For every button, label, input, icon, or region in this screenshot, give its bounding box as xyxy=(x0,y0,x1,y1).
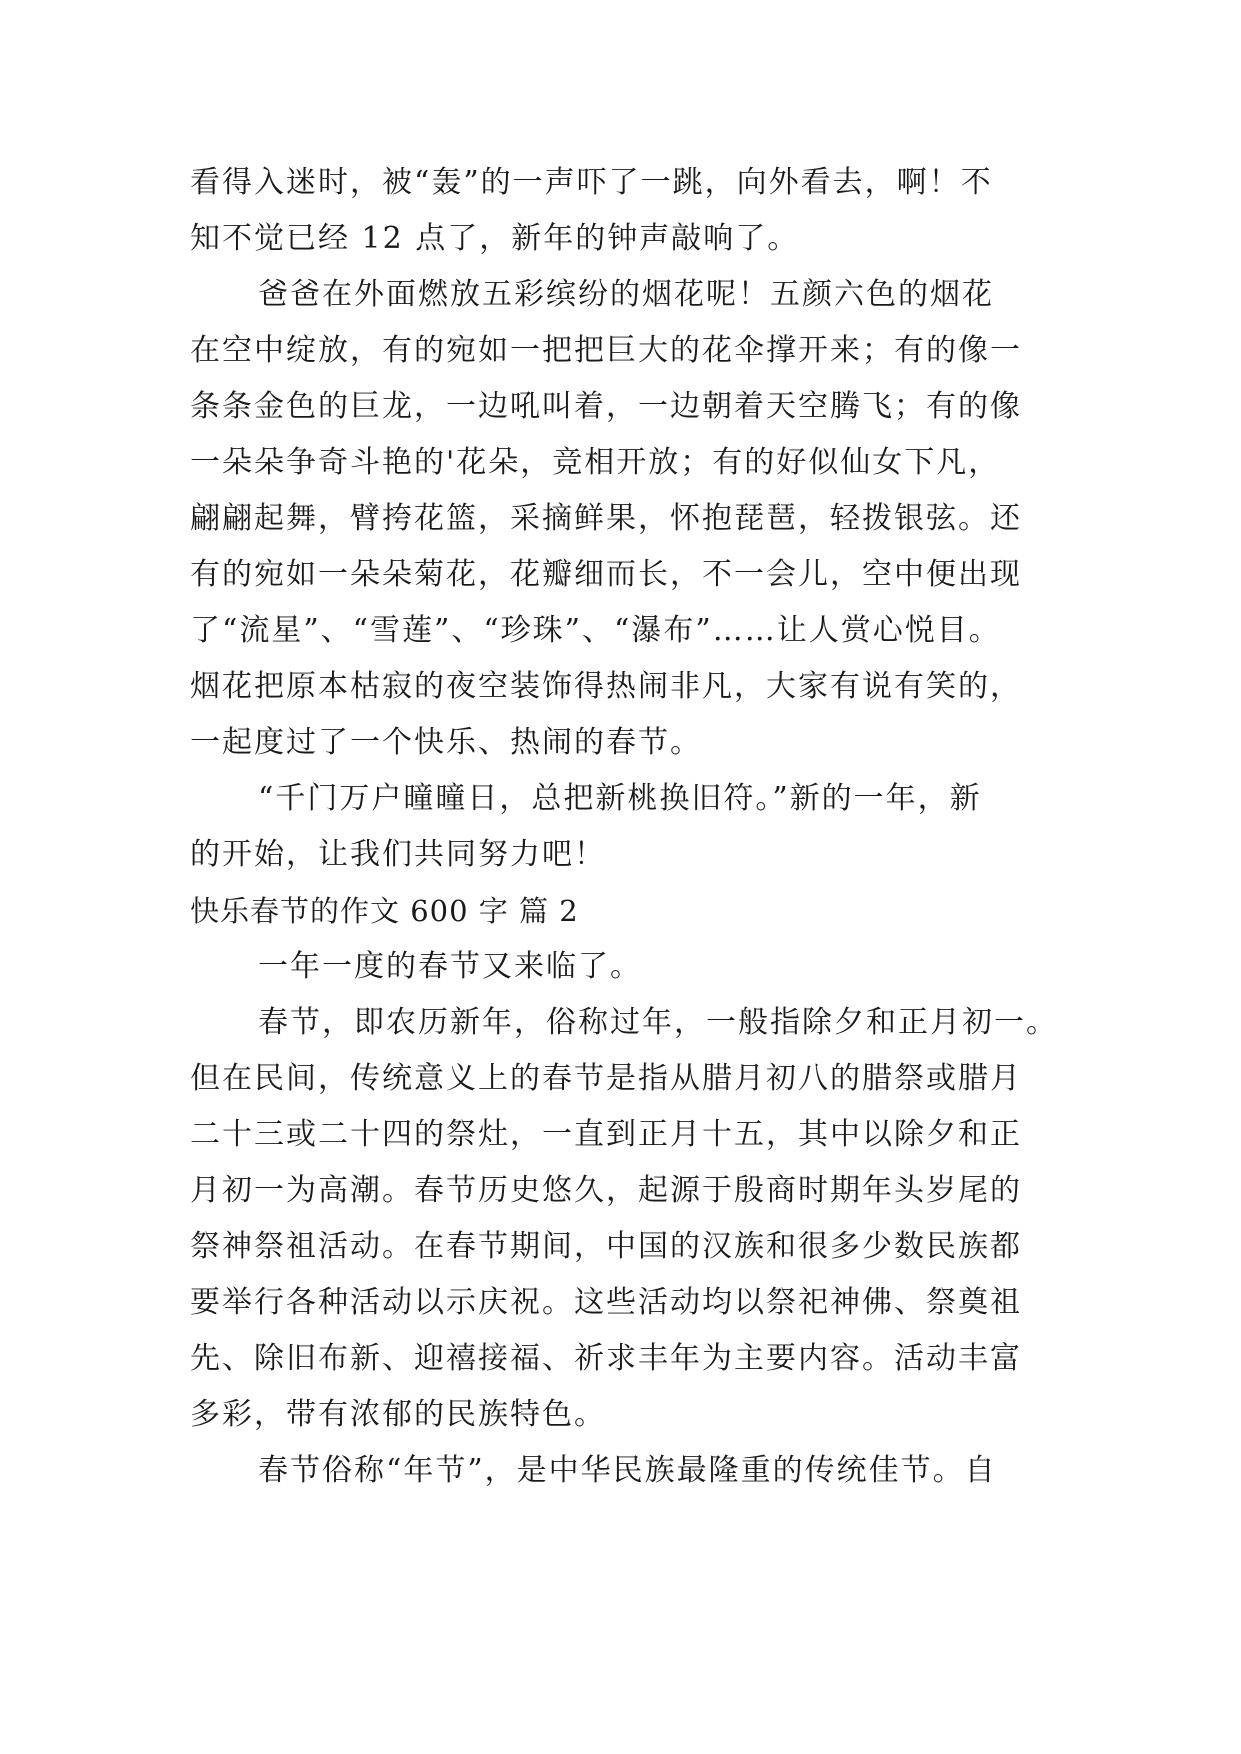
text-line: “千门万户曈曈日，总把新桃换旧符。”新的一年，新 xyxy=(258,781,982,816)
text-line: 先、除旧布新、迎禧接福、祈求丰年为主要内容。活动丰富 xyxy=(190,1341,1022,1376)
text-line: 但在民间，传统意义上的春节是指从腊月初八的腊祭或腊月 xyxy=(190,1061,1022,1096)
document-page xyxy=(190,155,1070,1499)
text-line: 条条金色的巨龙，一边吼叫着，一边朝着天空腾飞；有的像 xyxy=(190,389,1022,424)
text-line: 知不觉已经 12 点了，新年的钟声敲响了。 xyxy=(190,221,800,256)
text-line: 多彩，带有浓郁的民族特色。 xyxy=(190,1397,606,1432)
text-line: 在空中绽放，有的宛如一把把巨大的花伞撑开来；有的像一 xyxy=(190,333,1022,368)
section-heading: 快乐春节的作文 600 字 篇 2 xyxy=(190,894,579,928)
text-line: 看得入迷时，被“轰”的一声吓了一跳，向外看去，啊！不 xyxy=(190,165,993,200)
text-line: 翩翩起舞，臂挎花篮，采摘鲜果，怀抱琵琶，轻拨银弦。还 xyxy=(190,501,1022,536)
text-line: 烟花把原本枯寂的夜空装饰得热闹非凡，大家有说有笑的， xyxy=(190,669,1022,704)
text-line: 祭神祭祖活动。在春节期间，中国的汉族和很多少数民族都 xyxy=(190,1229,1022,1264)
text-line: 一朵朵争奇斗艳的'花朵，竞相开放；有的好似仙女下凡， xyxy=(190,445,1001,480)
text-line: 了“流星”、“雪莲”、“珍珠”、“瀑布”……让人赏心悦目。 xyxy=(190,613,1001,648)
text-line: 一起度过了一个快乐、热闹的春节。 xyxy=(190,725,702,760)
text-line: 要举行各种活动以示庆祝。这些活动均以祭祀神佛、祭奠祖 xyxy=(190,1285,1022,1320)
text-line: 爸爸在外面燃放五彩缤纷的烟花呢！五颜六色的烟花 xyxy=(258,277,994,312)
text-line: 春节，即农历新年，俗称过年，一般指除夕和正月初一。 xyxy=(258,1005,1058,1040)
text-line: 春节俗称“年节”，是中华民族最隆重的传统佳节。自 xyxy=(258,1453,997,1488)
text-line: 的开始，让我们共同努力吧！ xyxy=(190,837,606,872)
text-line: 月初一为高潮。春节历史悠久，起源于殷商时期年头岁尾的 xyxy=(190,1173,1022,1208)
text-line: 一年一度的春节又来临了。 xyxy=(258,949,642,984)
text-line: 有的宛如一朵朵菊花，花瓣细而长，不一会儿，空中便出现 xyxy=(190,557,1022,592)
text-line: 二十三或二十四的祭灶，一直到正月十五，其中以除夕和正 xyxy=(190,1117,1022,1152)
